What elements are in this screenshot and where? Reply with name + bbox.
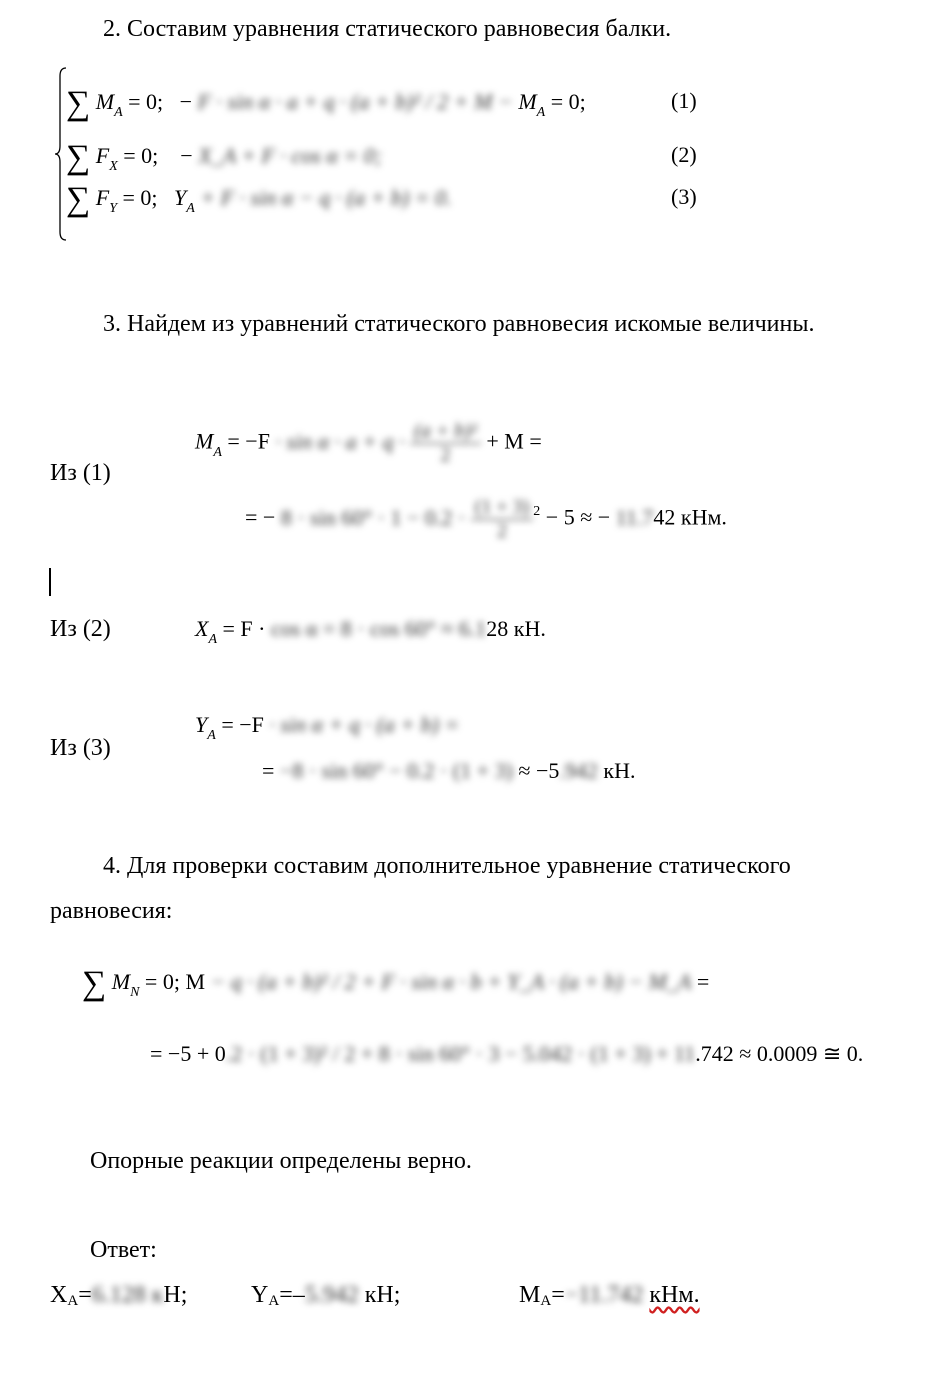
from-1-line-2: = − 8 · sin 60° · 1 − 0.2 · $\frac{(1 + 3)}{2}$ $^2$ − 5 ≈ − 11.742 кНм.	[245, 496, 727, 542]
from-3-line-2: = −8 · sin 60° − 0.2 · (1 + 3) ≈ −5.942 кН.	[262, 758, 636, 783]
text-cursor	[49, 568, 51, 596]
section-2-heading: 2. Составим уравнения статического равновесия балки.	[103, 16, 672, 42]
equation-2-number: (2)	[671, 142, 697, 167]
from-2-label: Из (2)	[50, 616, 111, 642]
answer-xa: XA=6.128 кН;	[50, 1282, 188, 1309]
equation-3-number: (3)	[671, 184, 697, 209]
conclusion-text: Опорные реакции определены верно.	[90, 1148, 472, 1174]
section-3-heading: 3. Найдем из уравнений статического равновесия искомые величины.	[103, 311, 815, 337]
equation-2: ∑ $F_X = 0$; − X_A + F · cos α = 0;	[66, 139, 383, 176]
answer-ma: MA=−11.742 кНм.	[519, 1282, 700, 1309]
from-3-line-1: $Y_A = -F \cdot \sin \alpha + q \cdot (a + b)$ =	[195, 712, 460, 743]
section-4-heading-line-2: равновесия:	[50, 898, 173, 924]
spellcheck-underline: кНм.	[649, 1282, 700, 1308]
check-line-1: ∑ $M_N = 0$; M − q · (a + b)² / 2 + F · sin α · b + Y_A · (a + b) − M_A =	[82, 965, 710, 1002]
answer-label: Ответ:	[90, 1237, 157, 1263]
from-1-label: Из (1)	[50, 460, 111, 486]
equation-3: ∑ $F_Y = 0$; $Y_A + F \cdot \sin \alpha - q \cdot (a + b) = 0$.	[66, 181, 452, 218]
section-4-heading-line-1: 4. Для проверки составим дополнительное уравнение статического	[103, 853, 791, 879]
from-2-line: $X_A = F \cdot \cos \alpha = 8 \cdot \cos 60^\circ \approx 6.128$ кН.	[195, 616, 546, 647]
check-line-2: = −5 + 0.2 · (1 + 3)² / 2 + 8 · sin 60° · 3 − 5.042 · (1 + 3) + 11.742 ≈ 0.0009 ≅ 0.	[150, 1041, 864, 1066]
equation-1-number: (1)	[671, 88, 697, 113]
from-3-label: Из (3)	[50, 735, 111, 761]
equation-1: ∑ $M_A = 0$; − $F \cdot \sin \alpha \cdot a + q \cdot (a + b)^2 / 2 + M - M_A = 0$;	[66, 85, 586, 122]
answer-ya: YA=–5.942 кН;	[251, 1282, 401, 1309]
from-1-line-1: $M_A = -F \cdot \sin \alpha \cdot a + q$ · $\frac{\text{(a + b)²}}{2}$ + M =	[195, 420, 542, 466]
